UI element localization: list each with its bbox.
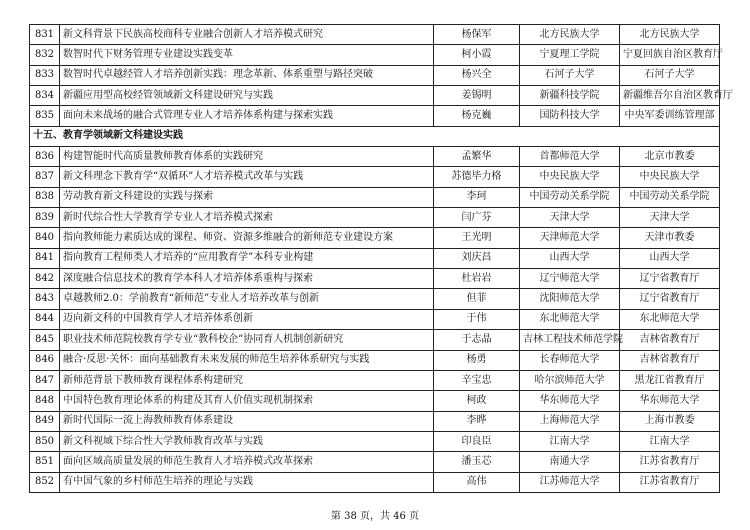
project-department: 江苏省教育厅 [620,452,720,472]
project-department: 黑龙江省教育厅 [620,370,720,390]
project-title: 卓越教师2.0：学前教育“新师范”专业人才培养改革与创新 [60,289,434,309]
project-leader: 孟繁华 [434,147,520,167]
project-title: 构建智能时代高质量教师教育体系的实践研究 [60,147,434,167]
project-table-body [30,25,733,493]
project-institution: 上海师范大学 [520,411,620,431]
table-row [30,228,720,248]
project-leader: 刘庆昌 [434,248,520,268]
project-leader: 柯小霞 [434,45,520,65]
table-row [30,65,720,85]
table-row [30,187,720,207]
project-title: 迈向新文科的中国教育学人才培养体系创新 [60,309,434,329]
project-title: 劳动教育新文科建设的实践与探索 [60,187,434,207]
project-number: 848 [30,391,60,411]
table-row [30,472,720,492]
project-leader: 杨保军 [434,25,520,45]
project-institution: 天津师范大学 [520,228,620,248]
table-row [30,370,720,390]
project-institution: 长春师范大学 [520,350,620,370]
project-title: 深度融合信息技术的教育学本科人才培养体系重构与探索 [60,269,434,289]
project-leader: 杨克巍 [434,106,520,126]
project-institution: 辽宁师范大学 [520,269,620,289]
project-title: 指向教育工程师类人才培养的“应用教育学”本科专业构建 [60,248,434,268]
table-row [30,269,720,289]
project-department: 宁夏回族自治区教育厅 [620,45,720,65]
project-title: 新文科背景下民族高校商科专业融合创新人才培养模式研究 [60,25,434,45]
project-leader: 辛宝忠 [434,370,520,390]
project-department: 辽宁省教育厅 [620,289,720,309]
project-number: 843 [30,289,60,309]
project-number: 832 [30,45,60,65]
section-heading-row [30,126,720,146]
section-heading: 十五、教育学领域新文科建设实践 [30,126,720,146]
table-row [30,86,720,106]
table-row [30,106,720,126]
project-institution: 石河子大学 [520,65,620,85]
table-row [30,350,720,370]
project-title: 指向教师能力素质达成的课程、师资、资源多维融合的新师范专业建设方案 [60,228,434,248]
table-row [30,309,720,329]
project-department: 吉林省教育厅 [620,330,720,350]
project-number: 837 [30,167,60,187]
project-number: 849 [30,411,60,431]
table-row [30,167,720,187]
project-leader: 高伟 [434,472,520,492]
project-institution: 华东师范大学 [520,391,620,411]
project-title: 新文科视域下综合性大学教师教育改革与实践 [60,431,434,451]
table-row [30,208,720,228]
project-department: 北方民族大学 [620,25,720,45]
project-institution: 中国劳动关系学院 [520,187,620,207]
project-institution: 哈尔滨师范大学 [520,370,620,390]
project-department: 东北师范大学 [620,309,720,329]
project-department: 石河子大学 [620,65,720,85]
project-department: 江南大学 [620,431,720,451]
table-row [30,391,720,411]
project-number: 839 [30,208,60,228]
project-title: 新时代国际一流上海教师教育体系建设 [60,411,434,431]
table-row [30,289,720,309]
project-institution: 东北师范大学 [520,309,620,329]
project-title: 数智时代下财务管理专业建设实践变革 [60,45,434,65]
project-number: 840 [30,228,60,248]
project-department: 天津大学 [620,208,720,228]
project-number: 844 [30,309,60,329]
project-title: 新时代综合性大学教育学专业人才培养模式探索 [60,208,434,228]
project-title: 数智时代卓越经管人才培养创新实践：理念革新、体系重塑与路径突破 [60,65,434,85]
project-title: 面向未来战场的融合式管理专业人才培养体系构建与探索实践 [60,106,434,126]
project-leader: 李珂 [434,187,520,207]
project-number: 831 [30,25,60,45]
project-leader: 苏德毕力格 [434,167,520,187]
project-institution: 山西大学 [520,248,620,268]
table-row [30,411,720,431]
project-leader: 王光明 [434,228,520,248]
project-number: 835 [30,106,60,126]
table-row [30,45,720,65]
project-institution: 天津大学 [520,208,620,228]
project-number: 851 [30,452,60,472]
project-leader: 于志晶 [434,330,520,350]
project-leader: 柯政 [434,391,520,411]
project-leader: 姜锡明 [434,86,520,106]
table-row [30,330,720,350]
project-institution: 北方民族大学 [520,25,620,45]
project-number: 852 [30,472,60,492]
project-title: 新疆应用型高校经管领域新文科建设研究与实践 [60,86,434,106]
project-institution: 国防科技大学 [520,106,620,126]
table-row [30,147,720,167]
project-title: 中国特色教育理论体系的构建及其育人价值实现机制探索 [60,391,434,411]
project-department: 新疆维吾尔自治区教育厅 [620,86,720,106]
project-department: 上海市教委 [620,411,720,431]
project-department: 吉林省教育厅 [620,350,720,370]
project-department: 山西大学 [620,248,720,268]
project-number: 842 [30,269,60,289]
table-row [30,248,720,268]
project-title: 有中国气象的乡村师范生培养的理论与实践 [60,472,434,492]
project-leader: 杨勇 [434,350,520,370]
project-leader: 杜岩岩 [434,269,520,289]
project-institution: 中央民族大学 [520,167,620,187]
project-leader: 于伟 [434,309,520,329]
project-department: 中央军委训练管理部 [620,106,720,126]
project-number: 847 [30,370,60,390]
table-row [30,431,720,451]
project-department: 中央民族大学 [620,167,720,187]
project-title: 新文科理念下教育学“双循环”人才培养模式改革与实践 [60,167,434,187]
project-department: 天津市教委 [620,228,720,248]
project-number: 841 [30,248,60,268]
project-leader: 潘玉芯 [434,452,520,472]
project-department: 北京市教委 [620,147,720,167]
project-institution: 新疆科技学院 [520,86,620,106]
project-title: 新师范背景下教师教育课程体系构建研究 [60,370,434,390]
table-row [30,452,720,472]
project-department: 江苏省教育厅 [620,472,720,492]
project-number: 846 [30,350,60,370]
project-leader: 闫广芬 [434,208,520,228]
project-leader: 杨兴全 [434,65,520,85]
project-title: 职业技术师范院校教育学专业“教科校企”协同育人机制创新研究 [60,330,434,350]
project-leader: 但菲 [434,289,520,309]
project-number: 836 [30,147,60,167]
table-row [30,25,720,45]
project-institution: 沈阳师范大学 [520,289,620,309]
project-number: 845 [30,330,60,350]
project-department: 华东师范大学 [620,391,720,411]
project-institution: 江苏师范大学 [520,472,620,492]
project-department: 中国劳动关系学院 [620,187,720,207]
project-department: 辽宁省教育厅 [620,269,720,289]
project-table [29,24,733,493]
project-title: 融合·反思·关怀：面向基础教育未来发展的师范生培养体系研究与实践 [60,350,434,370]
page-number-footer: 第 38 页，共 46 页 [330,511,420,522]
project-number: 834 [30,86,60,106]
project-institution: 南通大学 [520,452,620,472]
project-institution: 宁夏理工学院 [520,45,620,65]
project-leader: 李晔 [434,411,520,431]
project-number: 833 [30,65,60,85]
project-title: 面向区域高质量发展的师范生教育人才培养模式改革探索 [60,452,434,472]
project-number: 838 [30,187,60,207]
project-number: 850 [30,431,60,451]
project-leader: 印良臣 [434,431,520,451]
project-institution: 江南大学 [520,431,620,451]
project-institution: 首都师范大学 [520,147,620,167]
project-institution: 吉林工程技术师范学院 [520,330,620,350]
